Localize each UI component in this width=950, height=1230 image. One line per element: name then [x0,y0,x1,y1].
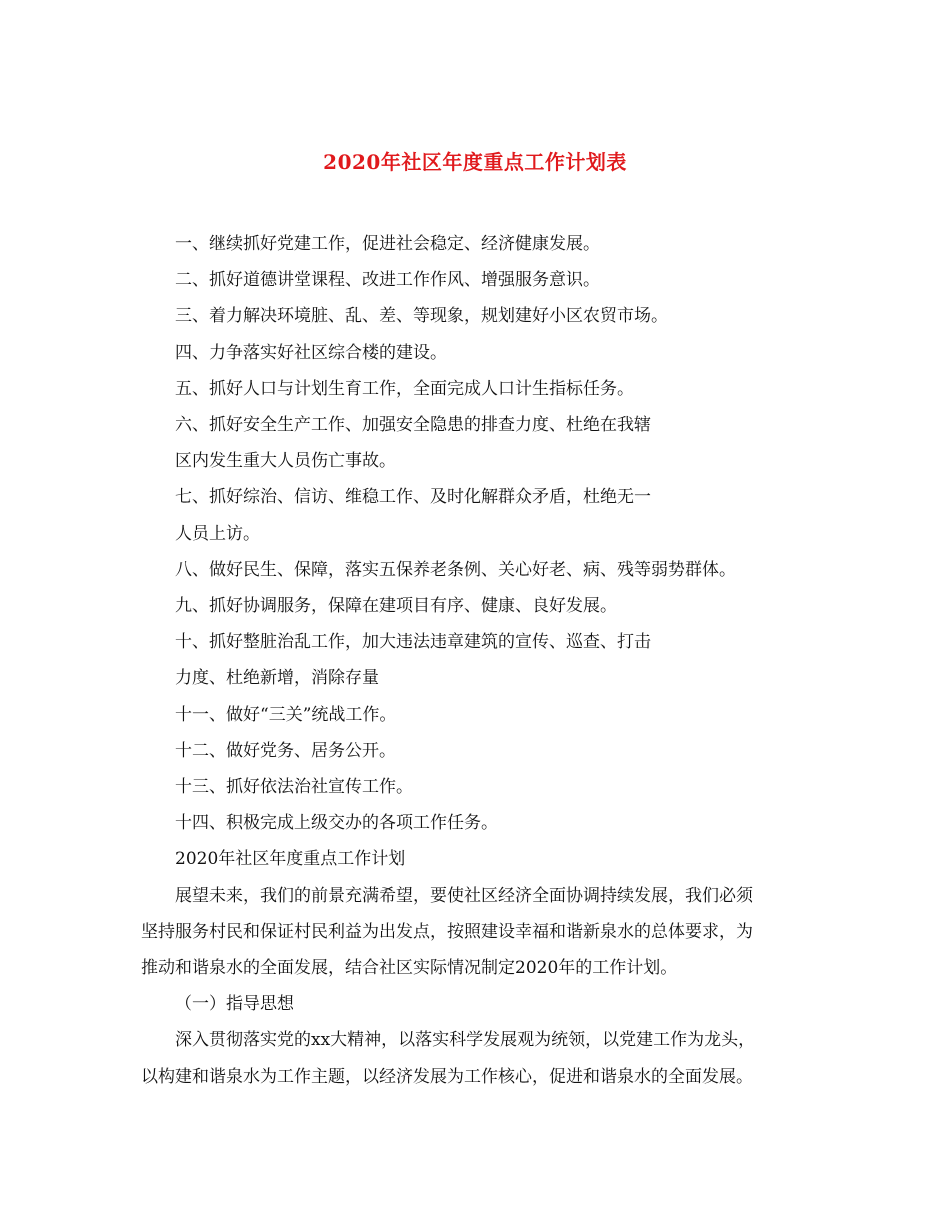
list-item: 七、抓好综治、信访、维稳工作、及时化解群众矛盾，杜绝无一 [175,487,651,508]
paragraph-line: 推动和谐泉水的全面发展，结合社区实际情况制定2020年的工作计划。 [141,958,678,979]
section-heading: 2020年社区年度重点工作计划 [175,849,406,870]
subheading: （一）指导思想 [175,994,294,1015]
list-item: 九、抓好协调服务，保障在建项目有序、健康、良好发展。 [175,596,617,617]
list-item: 五、抓好人口与计划生育工作，全面完成人口计生指标任务。 [175,378,634,399]
list-item-continuation: 力度、杜绝新增，消除存量 [175,668,379,689]
list-item: 十一、做好“三关”统战工作。 [175,704,397,725]
paragraph-line: 坚持服务村民和保证村民利益为出发点，按照建设幸福和谐新泉水的总体要求，为 [141,921,753,942]
document-title: 2020年社区年度重点工作计划表 [323,150,627,174]
list-item: 十四、积极完成上级交办的各项工作任务。 [175,813,498,834]
list-item: 六、抓好安全生产工作、加强安全隐患的排查力度、杜绝在我辖 [175,415,651,436]
paragraph-line: 以构建和谐泉水为工作主题，以经济发展为工作核心，促进和谐泉水的全面发展。 [141,1066,753,1087]
list-item: 二、抓好道德讲堂课程、改进工作作风、增强服务意识。 [175,270,600,291]
list-item: 三、着力解决环境脏、乱、差、等现象，规划建好小区农贸市场。 [175,306,668,327]
list-item: 一、继续抓好党建工作，促进社会稳定、经济健康发展。 [175,234,600,254]
list-item: 十、抓好整脏治乱工作，加大违法违章建筑的宣传、巡查、打击 [175,632,651,653]
list-item: 四、力争落实好社区综合楼的建设。 [175,342,447,363]
list-item-continuation: 人员上访。 [175,523,260,544]
paragraph-line: 深入贯彻落实党的xx大精神，以落实科学发展观为统领，以党建工作为龙头， [175,1030,756,1051]
list-item-continuation: 区内发生重大人员伤亡事故。 [175,451,396,472]
document-body [141,226,816,1095]
list-item: 八、做好民生、保障，落实五保养老条例、关心好老、病、残等弱势群体。 [175,559,736,580]
list-item: 十三、抓好依法治社宣传工作。 [175,777,413,798]
list-item: 十二、做好党务、居务公开。 [175,740,396,761]
paragraph-line: 展望未来，我们的前景充满希望，要使社区经济全面协调持续发展，我们必须 [175,885,753,906]
